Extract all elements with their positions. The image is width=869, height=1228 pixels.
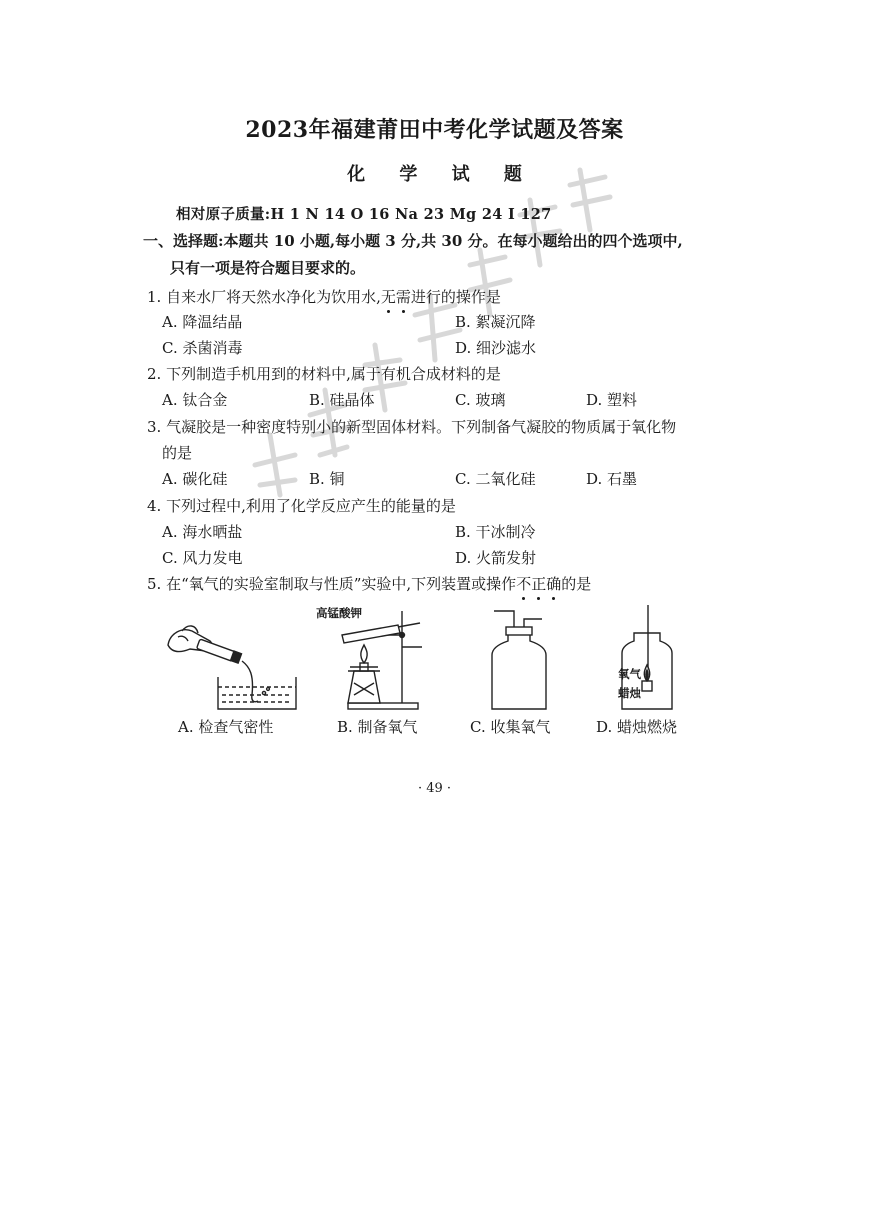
q4-option-c: C. 风力发电 [162, 549, 243, 567]
figure-c-caption: C. 收集氧气 [470, 718, 551, 736]
figure-a-caption: A. 检查气密性 [178, 718, 274, 736]
emphasis-char: 确 [546, 575, 562, 593]
figure-d-candle-label: 蜡烛 [618, 686, 641, 700]
q3-option-b: B. 铜 [309, 470, 345, 488]
question-1-text-a: 1. 自来水厂将天然水净化为饮用水, [147, 288, 381, 306]
question-5 [147, 573, 591, 594]
q2-option-a: A. 钛合金 [162, 391, 228, 409]
question-4: 4. 下列过程中,利用了化学反应产生的能量的是 [147, 497, 456, 515]
page-subtitle: 化 学 试 题 [347, 164, 536, 185]
question-1 [147, 286, 501, 307]
q4-option-a: A. 海水晒盐 [162, 523, 243, 541]
question-5-text-b: 的是 [561, 575, 592, 593]
figure-d-caption: D. 蜡烛燃烧 [596, 718, 678, 736]
section-heading-line1: 一、选择题:本题共 10 小题,每小题 3 分,共 30 分。在每小题给出的四个选项中, [143, 232, 683, 250]
q1-option-a: A. 降温结晶 [162, 313, 243, 331]
q1-option-c: C. 杀菌消毒 [162, 339, 243, 357]
q4-option-b: B. 干冰制冷 [455, 523, 536, 541]
figure-b-label: 高锰酸钾 [316, 606, 362, 620]
question-3-line2: 的是 [162, 444, 193, 462]
q2-option-c: C. 玻璃 [455, 391, 506, 409]
q3-option-a: A. 碳化硅 [162, 470, 228, 488]
q4-option-d: D. 火箭发射 [455, 549, 537, 567]
figure-c-collect-oxygen-icon [484, 605, 554, 715]
question-3-line1: 3. 气凝胶是一种密度特别小的新型固体材料。下列制备气凝胶的物质属于氧化物 [147, 418, 677, 436]
q2-option-b: B. 硅晶体 [309, 391, 375, 409]
figure-b-caption: B. 制备氧气 [337, 718, 418, 736]
figure-a-airtightness-icon [160, 605, 300, 715]
question-2: 2. 下列制造手机用到的材料中,属于有机合成材料的是 [147, 365, 501, 383]
figure-b-prepare-oxygen-icon [328, 605, 438, 715]
emphasis-char: 不 [516, 575, 532, 593]
section-heading-line2: 只有一项是符合题目要求的。 [170, 259, 366, 277]
atomic-masses: 相对原子质量:H 1 N 14 O 16 Na 23 Mg 24 I 127 [176, 206, 552, 223]
emphasis-char: 无 [380, 288, 396, 306]
question-1-text-b: 进行的操作是 [410, 288, 501, 306]
page-title: 2023年福建莆田中考化学试题及答案 [245, 117, 624, 143]
q1-option-d: D. 细沙滤水 [455, 339, 537, 357]
question-5-text-a: 5. 在“氧气的实验室制取与性质”实验中,下列装置或操作 [147, 575, 517, 593]
page-number: · 49 · [417, 781, 452, 796]
q1-option-b: B. 絮凝沉降 [455, 313, 536, 331]
emphasis-char: 需 [395, 288, 411, 306]
figure-d-oxygen-label: 氧气 [618, 667, 641, 681]
q3-option-c: C. 二氧化硅 [455, 470, 536, 488]
q2-option-d: D. 塑料 [586, 391, 638, 409]
q3-option-d: D. 石墨 [586, 470, 638, 488]
emphasis-char: 正 [531, 575, 547, 593]
